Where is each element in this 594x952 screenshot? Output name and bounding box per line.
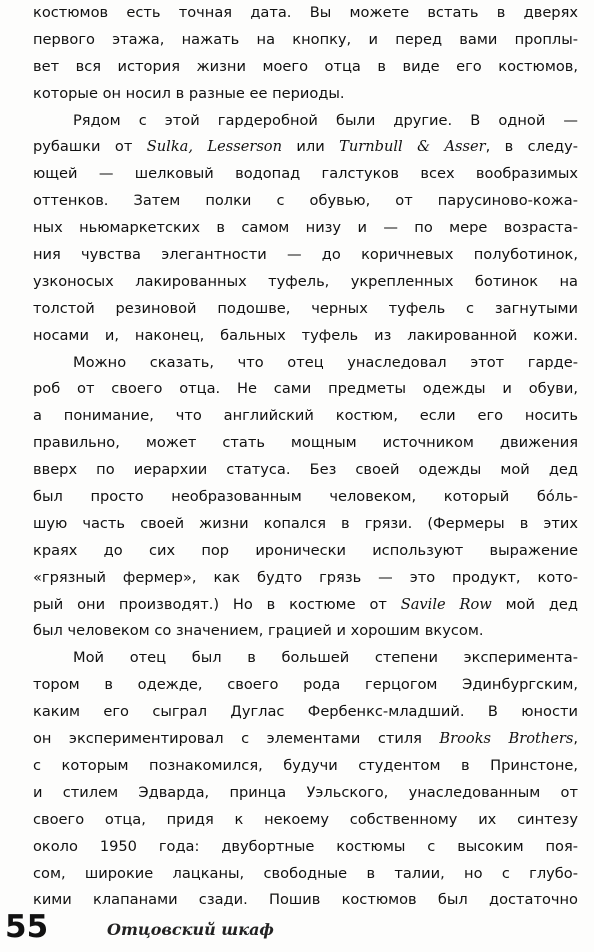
text-line: ных ньюмаркетских в самом низу и — по мере возраста- — [33, 219, 578, 237]
text-line: был человеком со значением, грацией и хорошим вкусом. — [33, 622, 484, 640]
text-line: и стилем Эдварда, принца Уэльского, унаследованным от — [33, 783, 578, 801]
text-line: рый они производят.) Но в костюме от Savile Row мой дед — [33, 595, 578, 613]
paragraph-first-line: Рядом с этой гардеробной были другие. В одной — — [73, 111, 578, 129]
text-line: роб от своего отца. Не сами предметы одежды и обуви, — [33, 380, 578, 398]
text-line: «грязный фермер», как будто грязь — это продукт, кото- — [33, 568, 578, 586]
text-line: рубашки от Sulka, Lesserson или Turnbull & Asser, в следу- — [33, 138, 578, 156]
text-line: с которым познакомился, будучи студентом в Принстоне, — [33, 756, 578, 774]
paragraph-first-line: Можно сказать, что отец унаследовал этот гарде- — [73, 353, 578, 371]
text-line: каким его сыграл Дуглас Фербенкс-младший. В юности — [33, 703, 578, 721]
text-line: сом, широкие лацканы, свободные в талии, но с глубо- — [33, 864, 578, 882]
text-line: своего отца, придя к некоему собственному их синтезу — [33, 810, 578, 828]
text-line: правильно, может стать мощным источником движения — [33, 434, 578, 452]
text-line: узконосых лакированных туфель, укрепленных ботинок на — [33, 272, 578, 290]
text-line: носами и, наконец, бальных туфель из лакированной кожи. — [33, 326, 578, 344]
page-footer — [0, 905, 594, 952]
text-line: краях до сих пор иронически используют выражение — [33, 541, 578, 559]
body-text — [33, 0, 578, 914]
text-line: около 1950 года: двубортные костюмы с высоким поя- — [33, 837, 578, 855]
text-line: толстой резиновой подошве, черных туфель с загнутыми — [33, 299, 578, 317]
text-line: тором в одежде, своего рода герцогом Эдинбургским, — [33, 676, 578, 694]
text-line: он экспериментировал с элементами стиля Brooks Brothers, — [33, 730, 578, 748]
text-line: а понимание, что английский костюм, если его носить — [33, 407, 578, 425]
text-line: вверх по иерархии статуса. Без своей одежды мой дед — [33, 461, 578, 479]
text-line: был просто необразованным человеком, который бóль- — [33, 488, 578, 506]
page-number: 55 — [5, 909, 49, 945]
text-line: ющей — шелковый водопад галстуков всех вообразимых — [33, 165, 578, 183]
text-line: первого этажа, нажать на кнопку, и перед вами проплы- — [33, 30, 578, 48]
text-line: вет вся история жизни моего отца в виде его костюмов, — [33, 57, 578, 75]
text-line: оттенков. Затем полки с обувью, от парусиново-кожа- — [33, 192, 578, 210]
text-line: кими клапанами сзади. Пошив костюмов был достаточно — [33, 891, 578, 909]
text-line: которые он носил в разные ее периоды. — [33, 84, 345, 102]
text-line: шую часть своей жизни копался в грязи. (Фермеры в этих — [33, 514, 578, 532]
text-line: ния чувства элегантности — до коричневых полуботинок, — [33, 246, 578, 264]
paragraph-first-line: Мой отец был в большей степени эксперимента- — [73, 649, 578, 667]
running-title: Отцовский шкаф — [107, 920, 274, 939]
text-line: костюмов есть точная дата. Вы можете встать в дверях — [33, 4, 578, 21]
